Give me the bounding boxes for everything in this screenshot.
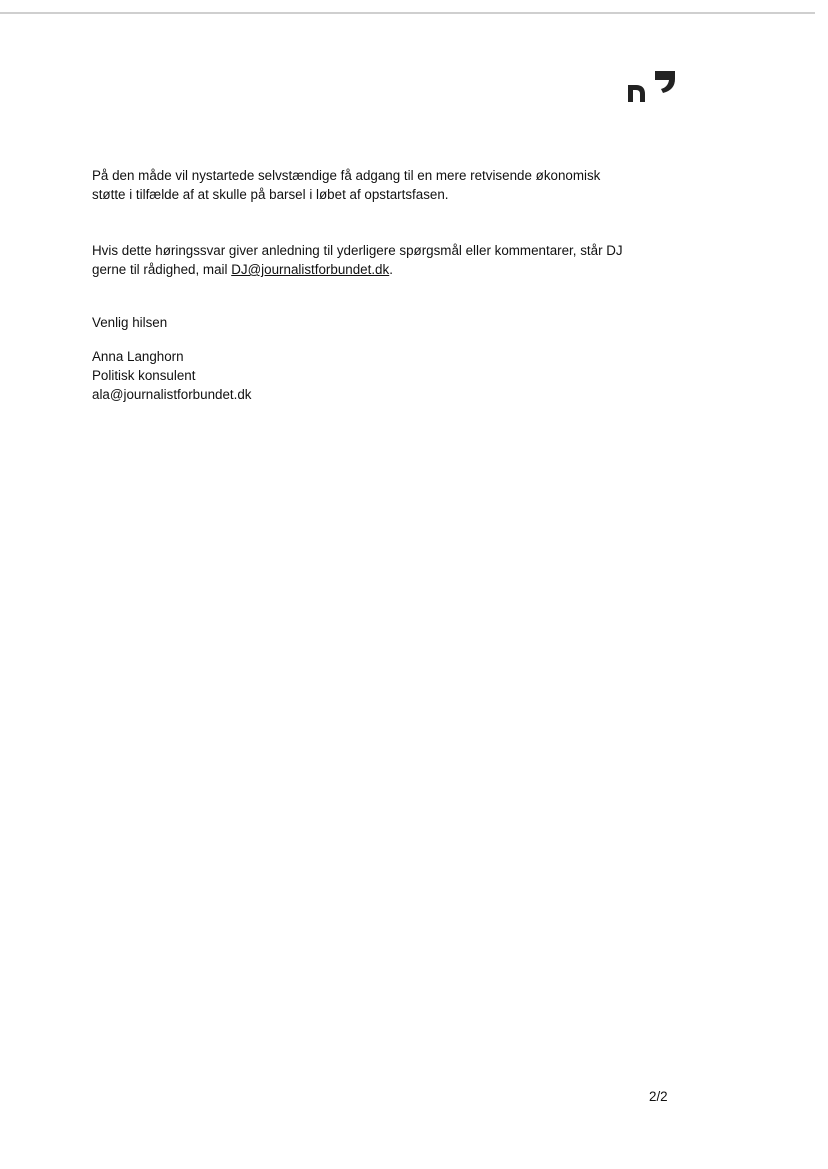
signature-email: ala@journalistforbundet.dk bbox=[92, 387, 252, 402]
paragraph-line: Hvis dette høringssvar giver anledning til yderligere spørgsmål eller kommentarer, står DJ bbox=[92, 243, 623, 258]
contact-text-suffix: . bbox=[389, 262, 393, 277]
paragraph-barsel bbox=[92, 166, 600, 204]
email-link[interactable]: DJ@journalistforbundet.dk bbox=[231, 262, 390, 277]
dj-logo-icon bbox=[627, 70, 677, 102]
contact-text-prefix: gerne til rådighed, mail bbox=[92, 262, 232, 277]
signature-block bbox=[92, 347, 252, 404]
paragraph-line-with-link bbox=[92, 260, 623, 279]
closing-greeting: Venlig hilsen bbox=[92, 315, 168, 330]
paragraph-contact bbox=[92, 241, 623, 279]
paragraph-line: På den måde vil nystartede selvstændige få adgang til en mere retvisende økonomisk bbox=[92, 168, 601, 183]
paragraph-line: støtte i tilfælde af at skulle på barsel i løbet af opstartsfasen. bbox=[92, 187, 449, 202]
page-number: 2/2 bbox=[649, 1089, 668, 1104]
top-divider bbox=[0, 12, 815, 14]
signature-title: Politisk konsulent bbox=[92, 368, 196, 383]
signature-name: Anna Langhorn bbox=[92, 349, 184, 364]
